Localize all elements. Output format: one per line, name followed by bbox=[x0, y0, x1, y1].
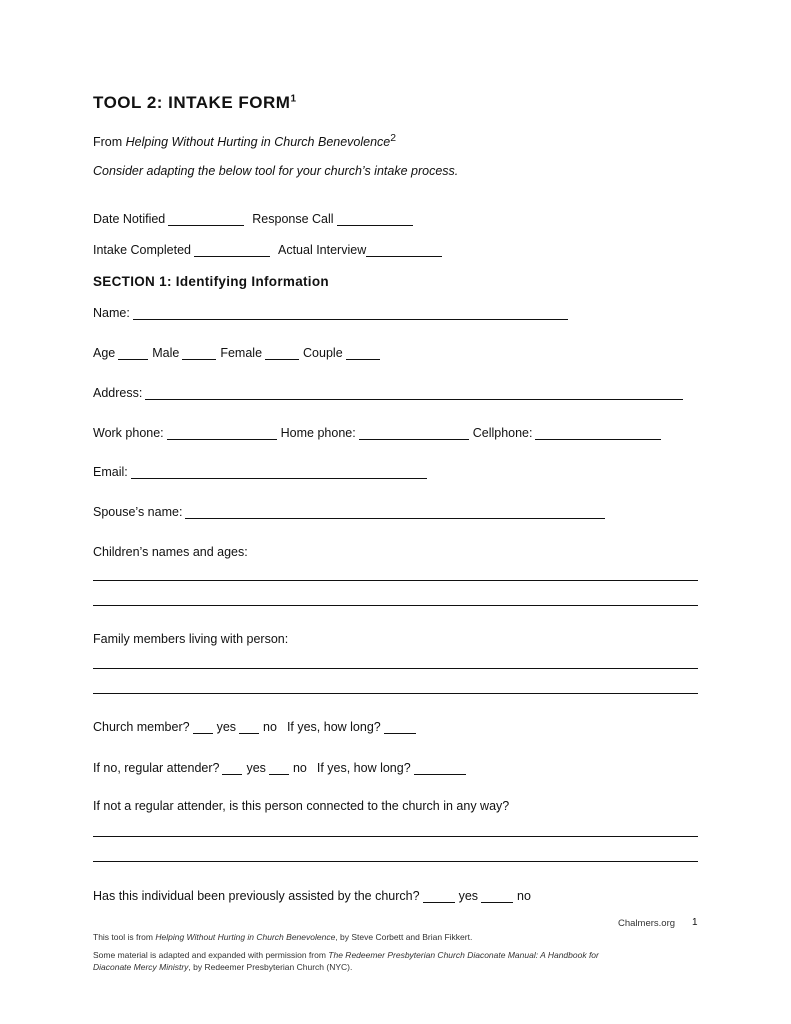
admin-row-2 bbox=[93, 243, 446, 257]
children-line-1[interactable] bbox=[93, 580, 698, 581]
no-label: no bbox=[263, 720, 277, 734]
church-member-how-long-blank[interactable] bbox=[384, 721, 416, 734]
family-line-1[interactable] bbox=[93, 668, 698, 669]
address-label: Address: bbox=[93, 386, 143, 400]
footnote-2: Some material is adapted and expanded with permission from The Redeemer Presbyterian Church Diaconate Manual: A Handbook for Diaconate Mercy Ministry, by Redeemer Presbyterian Church (NYC). bbox=[93, 950, 599, 972]
date-notified-blank[interactable] bbox=[168, 213, 244, 226]
assisted-no-blank[interactable] bbox=[481, 890, 513, 903]
source-line: From Helping Without Hurting in Church Benevolence$^2$ bbox=[93, 133, 397, 150]
footnote-marker: 1 bbox=[290, 93, 297, 105]
family-line-2[interactable] bbox=[93, 693, 698, 694]
name-blank[interactable] bbox=[133, 307, 568, 320]
footnote-marker: 2 bbox=[390, 133, 397, 144]
church-member-yes-blank[interactable] bbox=[193, 721, 213, 734]
couple-blank[interactable] bbox=[346, 347, 380, 360]
yes-label: yes bbox=[246, 761, 266, 775]
attender-no-blank[interactable] bbox=[269, 762, 289, 775]
book-title: Helping Without Hurting in Church Benevolence bbox=[125, 135, 391, 150]
no-label: no bbox=[517, 889, 531, 903]
female-label: Female bbox=[220, 346, 263, 360]
age-label: Age bbox=[93, 346, 116, 360]
instruction-text: Consider adapting the below tool for your church’s intake process. bbox=[93, 164, 459, 178]
phone-row bbox=[93, 426, 665, 440]
children-line-2[interactable] bbox=[93, 605, 698, 606]
female-blank[interactable] bbox=[265, 347, 299, 360]
date-notified-label: Date Notified bbox=[93, 212, 166, 226]
work-phone-blank[interactable] bbox=[167, 427, 277, 440]
page-number: 1 bbox=[692, 917, 698, 928]
spouse-row bbox=[93, 505, 609, 519]
yes-label: yes bbox=[458, 889, 479, 903]
male-label: Male bbox=[152, 346, 180, 360]
regular-attender-label: If no, regular attender? bbox=[93, 761, 220, 775]
how-long-label: If yes, how long? bbox=[286, 720, 381, 734]
name-row bbox=[93, 306, 572, 320]
home-phone-blank[interactable] bbox=[359, 427, 469, 440]
attender-how-long-blank[interactable] bbox=[414, 762, 466, 775]
no-label: no bbox=[292, 761, 307, 775]
spouse-label: Spouse’s name: bbox=[93, 505, 183, 519]
regular-attender-row bbox=[93, 761, 470, 775]
page-title: TOOL 2: INTAKE FORM$^1$ bbox=[93, 93, 297, 112]
how-long-label: If yes, how long? bbox=[316, 761, 411, 775]
cellphone-label: Cellphone: bbox=[472, 426, 533, 440]
demographics-row bbox=[93, 346, 384, 360]
email-row bbox=[93, 465, 431, 479]
age-blank[interactable] bbox=[118, 347, 148, 360]
previously-assisted-label: Has this individual been previously assisted by the church? bbox=[93, 889, 420, 903]
assisted-yes-blank[interactable] bbox=[423, 890, 455, 903]
connection-line-2[interactable] bbox=[93, 861, 698, 862]
actual-interview-blank[interactable] bbox=[366, 244, 442, 257]
section-heading: SECTION 1: Identifying Information bbox=[93, 274, 329, 289]
address-row bbox=[93, 386, 687, 400]
actual-interview-label: Actual Interview bbox=[277, 243, 367, 257]
church-member-row bbox=[93, 720, 420, 734]
connection-label: If not a regular attender, is this person connected to the church in any way? bbox=[93, 799, 510, 813]
attender-yes-blank[interactable] bbox=[222, 762, 242, 775]
church-member-no-blank[interactable] bbox=[239, 721, 259, 734]
family-label: Family members living with person: bbox=[93, 632, 289, 646]
email-label: Email: bbox=[93, 465, 128, 479]
spouse-blank[interactable] bbox=[185, 506, 605, 519]
cellphone-blank[interactable] bbox=[535, 427, 661, 440]
intake-completed-blank[interactable] bbox=[194, 244, 270, 257]
yes-label: yes bbox=[216, 720, 237, 734]
work-phone-label: Work phone: bbox=[93, 426, 164, 440]
male-blank[interactable] bbox=[182, 347, 216, 360]
footer-site: Chalmers.org bbox=[618, 918, 676, 929]
admin-row-1 bbox=[93, 212, 417, 226]
response-call-blank[interactable] bbox=[337, 213, 413, 226]
address-blank[interactable] bbox=[145, 387, 683, 400]
response-call-label: Response Call bbox=[252, 212, 334, 226]
connection-line-1[interactable] bbox=[93, 836, 698, 837]
previously-assisted-row bbox=[93, 889, 531, 903]
children-label: Children’s names and ages: bbox=[93, 545, 248, 559]
footnote-1: This tool is from Helping Without Hurting in Church Benevolence, by Steve Corbett and Brian Fikkert. bbox=[93, 932, 473, 942]
couple-label: Couple bbox=[303, 346, 343, 360]
intake-completed-label: Intake Completed bbox=[93, 243, 191, 257]
email-blank[interactable] bbox=[131, 466, 427, 479]
home-phone-label: Home phone: bbox=[280, 426, 356, 440]
name-label: Name: bbox=[93, 306, 130, 320]
church-member-label: Church member? bbox=[93, 720, 190, 734]
